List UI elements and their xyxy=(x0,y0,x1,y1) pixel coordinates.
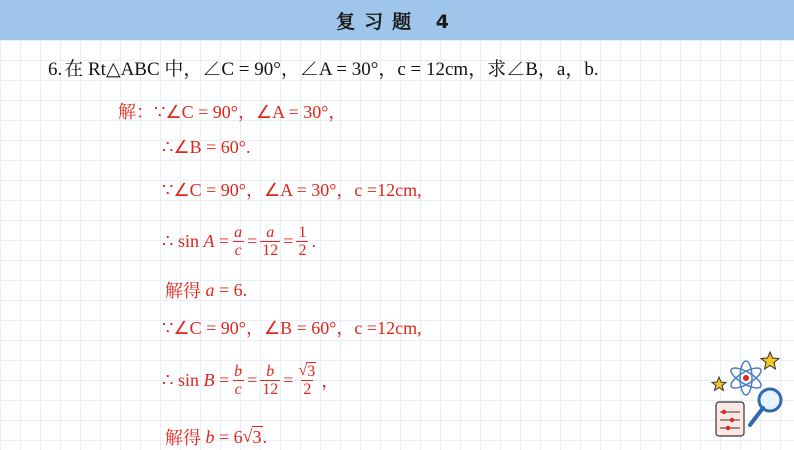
solve-lead: 解得 xyxy=(165,428,201,448)
result: = 6. xyxy=(219,279,248,300)
denominator: 2 xyxy=(298,242,307,259)
period: . xyxy=(311,231,316,251)
solution-text: ∵∠C = 90°，∠B = 60°，c =12cm, xyxy=(162,318,422,338)
solution-text: ∴∠B = 60°. xyxy=(162,137,251,157)
solution-line-8 xyxy=(165,424,267,450)
solution-text: ∵∠C = 90°，∠A = 30°，c =12cm, xyxy=(162,180,422,200)
equals: = xyxy=(247,369,258,390)
solution-line-3 xyxy=(162,176,422,202)
solution-line-2 xyxy=(162,137,250,158)
sqrt: √ 3 xyxy=(242,426,262,447)
atom-icon xyxy=(728,361,763,395)
denominator: 12 xyxy=(262,242,279,259)
comma: ， xyxy=(321,371,340,391)
star-icon xyxy=(712,377,726,391)
equals: = xyxy=(247,231,258,251)
denominator: c xyxy=(234,242,242,259)
denominator: c xyxy=(234,380,242,398)
solution-line-5 xyxy=(165,277,247,303)
sin-lead: ∴ sin xyxy=(162,231,199,251)
star-icon xyxy=(761,352,779,369)
numerator: b xyxy=(234,362,243,380)
numerator: a xyxy=(266,224,275,241)
denominator: 2 xyxy=(303,381,312,398)
fraction xyxy=(296,362,318,398)
var: b xyxy=(205,426,215,447)
solution-label: 解： xyxy=(118,102,154,122)
fraction xyxy=(260,224,280,259)
question-number: 6. xyxy=(48,59,63,80)
angle-var: A xyxy=(203,231,215,251)
fraction xyxy=(260,363,280,398)
abacus-icon xyxy=(716,402,744,436)
var: a xyxy=(205,279,215,300)
angle-var: B xyxy=(203,369,215,390)
solution-line-4 xyxy=(162,224,316,259)
fraction xyxy=(232,363,244,398)
fraction xyxy=(232,224,244,259)
denominator: 12 xyxy=(262,380,279,398)
result: = 6 xyxy=(219,426,243,447)
numerator xyxy=(296,362,318,380)
equals: = xyxy=(283,369,294,390)
solve-lead: 解得 xyxy=(165,281,201,301)
numerator: a xyxy=(234,224,243,241)
question xyxy=(48,54,599,81)
sin-lead: ∴ sin xyxy=(162,369,199,390)
question-text: 在 Rt△ABC 中，∠C = 90°，∠A = 30°，c = 12cm，求∠B，a，b. xyxy=(64,59,599,80)
magnifier-icon xyxy=(750,389,781,425)
period: . xyxy=(262,426,268,447)
solution-line-6 xyxy=(162,314,422,340)
equals: = xyxy=(218,231,230,251)
numerator: 1 xyxy=(298,224,307,241)
solution-line-7 xyxy=(162,362,339,398)
solution-line-1 xyxy=(118,98,346,124)
header-bar xyxy=(0,0,794,40)
numerator: b xyxy=(266,362,275,380)
equals: = xyxy=(218,369,230,390)
equals: = xyxy=(283,231,294,251)
science-decoration xyxy=(708,350,794,447)
solution-text: ∵∠C = 90°，∠A = 30°， xyxy=(154,102,347,122)
sqrt: √ 3 xyxy=(298,362,316,380)
fraction xyxy=(296,224,308,259)
header-title: 复习题 4 xyxy=(336,10,458,33)
